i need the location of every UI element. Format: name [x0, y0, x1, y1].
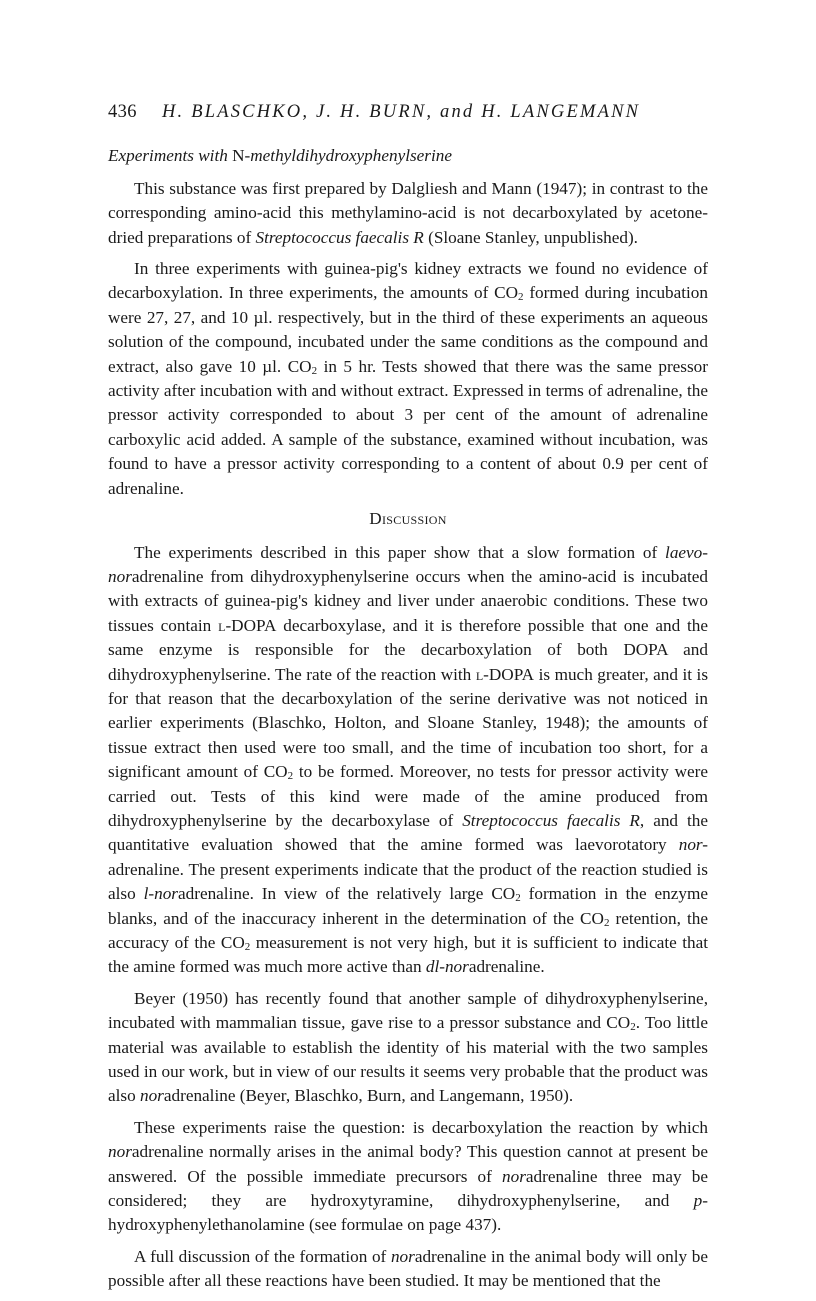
page-number: 436: [108, 102, 137, 122]
text-run: -hydroxyphenylethanolamine (see formulae on page 437).: [108, 1191, 708, 1235]
subscript: 2: [515, 892, 521, 905]
text-italic: dl-nor: [425, 957, 469, 977]
text-run: adrenaline. In view of the relatively large CO: [178, 884, 516, 904]
text-run: adrenaline in the animal body will only be possible after all these reactions have been studied. It may be mentioned that the: [108, 1246, 708, 1291]
text-italic: Streptococcus faecalis R: [255, 227, 424, 247]
text-run: retention, the accuracy of the CO: [108, 908, 708, 952]
text-run: decarboxylase, and it is therefore possible that one and the same enzyme is responsible for the decarboxylation of both DOPA and dihydroxyphenylserine. The rate of the reaction with: [108, 615, 709, 684]
discussion-heading: Discussion: [369, 509, 447, 529]
text-italic: l-nor: [143, 884, 178, 904]
text-smallcaps: l-DOPA: [475, 664, 535, 684]
paragraph-discussion-2: [108, 987, 708, 1109]
subscript: 2: [603, 916, 610, 929]
heading-prefix: N-: [232, 146, 251, 166]
text-run: In three experiments with guinea-pig's kidney extracts we found no evidence of decarboxylation. In three experiments, the amounts of CO: [108, 259, 708, 303]
text-run: Beyer (1950) has recently found that another sample of dihydroxyphenylserine, incubated with mammalian tissue, gave rise to a pressor substance and CO: [108, 988, 708, 1033]
text-italic: nor-: [678, 835, 708, 855]
text-run: These experiments raise the question: is decarboxylation the reaction by which: [134, 1117, 708, 1137]
paragraph-experiments: [108, 257, 708, 501]
subscript: 2: [311, 364, 318, 377]
text-smallcaps: l-DOPA: [218, 615, 277, 635]
text-italic: nor: [390, 1246, 415, 1266]
text-run: formed during incubation were 27, 27, and 10 µl. respectively, but in the third of these experiments an aqueous solution of the compound, incubated under the same conditions as the compound and extract, also gave 10 µl. CO: [108, 283, 708, 376]
text-run: adrenaline normally arises in the animal body? This question cannot at present be answered. Of the possible immediate precursors of: [108, 1142, 708, 1186]
text-run: adrenaline.: [468, 957, 545, 977]
text-run: The experiments described in this paper show that a slow formation of: [134, 542, 666, 562]
text-run: to be formed. Moreover, no tests for pressor activity were carried out. Tests of this kind were made of the amine produced from dihydroxyphenylserine by the decarboxylase of: [108, 762, 708, 830]
text-run: measurement is not very high, but it is sufficient to indicate that the amine formed was much more active than: [108, 933, 709, 977]
text-run: adrenaline (Beyer, Blaschko, Burn, and Langemann, 1950).: [163, 1086, 574, 1106]
subscript: 2: [630, 1021, 636, 1034]
text-run: adrenaline. The present experiments indicate that the product of the reaction studied is also: [108, 859, 708, 904]
text-italic: Streptococcus faecalis R: [462, 810, 640, 830]
subscript: 2: [518, 291, 524, 304]
text-run: . Too little material was available to establish the identity of his material with the two samples used in our work, but in view of our results it seems very probable that the product was also: [108, 1013, 708, 1106]
text-run: adrenaline three may be considered; they are hydroxytyramine, dihydroxyphenylserine, and: [108, 1166, 708, 1211]
heading-text: Experiments with: [108, 146, 228, 166]
text-run: A full discussion of the formation of: [134, 1246, 391, 1266]
text-run: in 5 hr. Tests showed that there was the same pressor activity after incubation with and without extract. Expressed in terms of adrenaline, the pressor activity corresponded to about 3 per cent of the amount of adrenaline carboxylic acid added. A sample of the substance, examined without incubation, was found to have a pressor activity corresponding to a content of about 0.9 per cent of adrenaline.: [108, 356, 708, 498]
text-run: formation in the enzyme blanks, and of the inaccuracy inherent in the determination of the CO: [108, 884, 708, 928]
paragraph-discussion-4: [108, 1245, 708, 1294]
text-run: This substance was first prepared by Dalgliesh and Mann (1947); in contrast to the corresponding amino-acid this methylamino-acid is not decarboxylated by acetone-dried preparations of: [108, 178, 708, 247]
running-head-authors: H. BLASCHKO, J. H. BURN, and H. LANGEMANN: [162, 102, 641, 122]
text-run: is much greater, and it is for that reason that the decarboxylation of the serine derivative was not noticed in earlier experiments (Blaschko, Holton, and Sloane Stanley, 1948); the amounts of tissue extract then used were too small, and the time of incubation too short, for a significant amount of CO: [108, 664, 709, 782]
text-italic: nor: [502, 1166, 526, 1186]
paper-page: [108, 100, 708, 1301]
text-italic: nor: [139, 1086, 164, 1106]
text-italic: nor: [108, 1142, 132, 1162]
text-run: (Sloane Stanley, unpublished).: [423, 227, 638, 247]
text-run: adrenaline from dihydroxyphenylserine occurs when the amino-acid is incubated with extracts of guinea-pig's kidney and liver under anaerobic conditions. These two tissues contain: [108, 566, 708, 635]
heading-compound: methyldihydroxyphenylserine: [250, 146, 452, 166]
text-italic: p: [693, 1191, 703, 1211]
paragraph-substance: [108, 177, 708, 250]
paragraph-discussion-1: [108, 541, 708, 980]
running-header: [108, 100, 708, 124]
subscript: 2: [287, 770, 294, 783]
text-italic: laevo-nor: [108, 542, 708, 586]
subscript: 2: [244, 941, 251, 953]
section-heading-methyl: [108, 144, 708, 168]
text-run: , and the quantitative evaluation showed that the amine formed was laevorotatory: [108, 810, 708, 855]
